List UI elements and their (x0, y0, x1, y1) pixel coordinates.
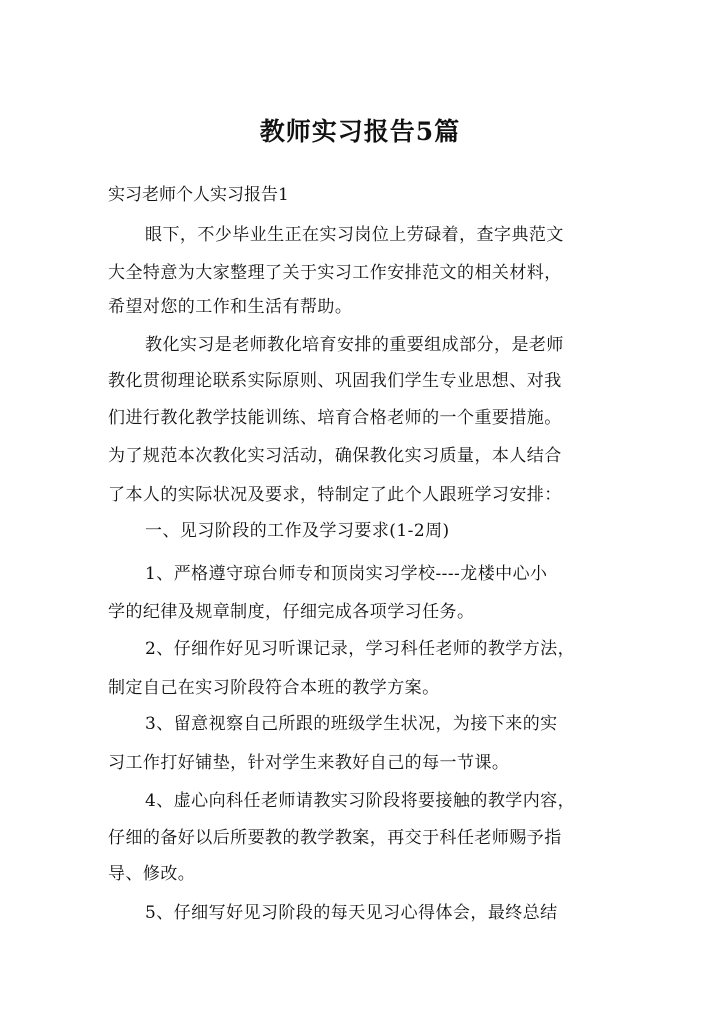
document-title: 教师实习报告5篇 (259, 117, 461, 146)
paragraph-line: 希望对您的工作和生活有帮助。 (108, 297, 353, 317)
paragraph-line: 大全特意为大家整理了关于实习工作安排范文的相关材料， (108, 263, 562, 283)
paragraph-line: 为了规范本次教化实习活动，确保教化实习质量，本人结合 (108, 446, 562, 466)
paragraph-line: 眼下，不少毕业生正在实习岗位上劳碌着，查字典范文 (145, 225, 564, 245)
section-heading: 一、见习阶段的工作及学习要求(1-2周) (145, 521, 450, 541)
paragraph-line: 学的纪律及规章制度，仔细完成各项学习任务。 (108, 602, 475, 622)
paragraph-line: 教化实习是老师教化培育安排的重要组成部分，是老师 (145, 335, 564, 355)
paragraph-line: 制定自己在实习阶段符合本班的教学方案。 (108, 678, 440, 698)
paragraph-line: 1、严格遵守琼台师专和顶岗实习学校----龙楼中心小 (145, 564, 548, 584)
paragraph-line: 2、仔细作好见习听课记录，学习科任老师的教学方法， (145, 639, 576, 659)
paragraph-line: 教化贯彻理论联系实际原则、巩固我们学生专业思想、对我 (108, 371, 562, 391)
paragraph-line: 了本人的实际状况及要求，特制定了此个人跟班学习安排： (108, 485, 562, 505)
paragraph-line: 习工作打好铺垫，针对学生来教好自己的每一节课。 (108, 753, 510, 773)
paragraph-line: 导、修改。 (108, 864, 196, 884)
paragraph-line: 3、留意视察自己所跟的班级学生状况，为接下来的实 (145, 714, 558, 734)
paragraph-line: 仔细的备好以后所要教的教学教案，再交于科任老师赐予指 (108, 828, 562, 848)
paragraph-line: 5、仔细写好见习阶段的每天见习心得体会，最终总结 (145, 903, 558, 923)
paragraph-line: 们进行教化教学技能训练、培育合格老师的一个重要措施。 (108, 408, 562, 428)
report-subtitle: 实习老师个人实习报告1 (108, 185, 289, 205)
paragraph-line: 4、虚心向科任老师请教实习阶段将要接触的教学内容， (145, 791, 576, 811)
